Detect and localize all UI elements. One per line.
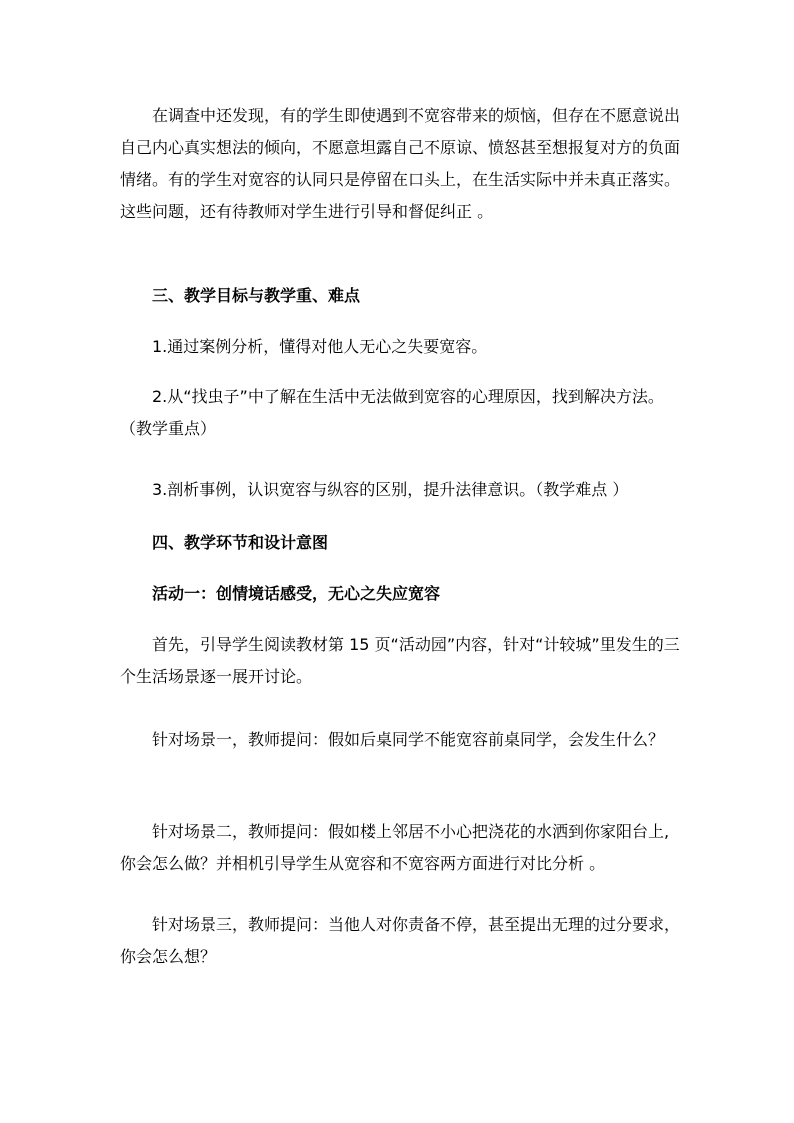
paragraph-survey-findings: 在调查中还发现，有的学生即使遇到不宽容带来的烦恼，但存在不愿意说出自己内心真实想法的倾向，不愿意坦露自己不原谅、愤怒甚至想报复对方的负面情绪。有的学生对宽容的认同只是停留在口头上，在生活实际中并未真正落实。这些问题，还有待教师对学生进行引导和督促纠正 。 xyxy=(120,106,681,221)
objective-item-2: 2.从“找虫子”中了解在生活中无法做到宽容的心理原因，找到解决方法。（教学重点） xyxy=(120,387,664,438)
activity-1-intro: 首先，引导学生阅读教材第 15 页“活动园”内容，针对“计较城”里发生的三个生活场景逐一展开讨论。 xyxy=(120,635,680,686)
section-heading-objectives: 三、教学目标与教学重、难点 xyxy=(152,286,361,305)
objective-item-1: 1.通过案例分析，懂得对他人无心之失要宽容。 xyxy=(152,337,488,356)
scene-3-question: 针对场景三，教师提问：当他人对你责备不停，甚至提出无理的过分要求，你会怎么想？ xyxy=(120,915,681,966)
scene-2-question: 针对场景二，教师提问：假如楼上邻居不小心把浇花的水洒到你家阳台上,你会怎么做？并相机引导学生从宽容和不宽容两方面进行对比分析 。 xyxy=(120,822,670,873)
objective-item-3: 3.剖析事例，认识宽容与纵容的区别，提升法律意识。（教学难点 ） xyxy=(152,480,629,499)
section-heading-teaching-steps: 四、教学环节和设计意图 xyxy=(152,533,329,552)
scene-1-question: 针对场景一，教师提问：假如后桌同学不能宽容前桌同学，会发生什么？ xyxy=(152,730,665,749)
activity-1-title: 活动一：创情境话感受，无心之失应宽容 xyxy=(152,584,441,603)
